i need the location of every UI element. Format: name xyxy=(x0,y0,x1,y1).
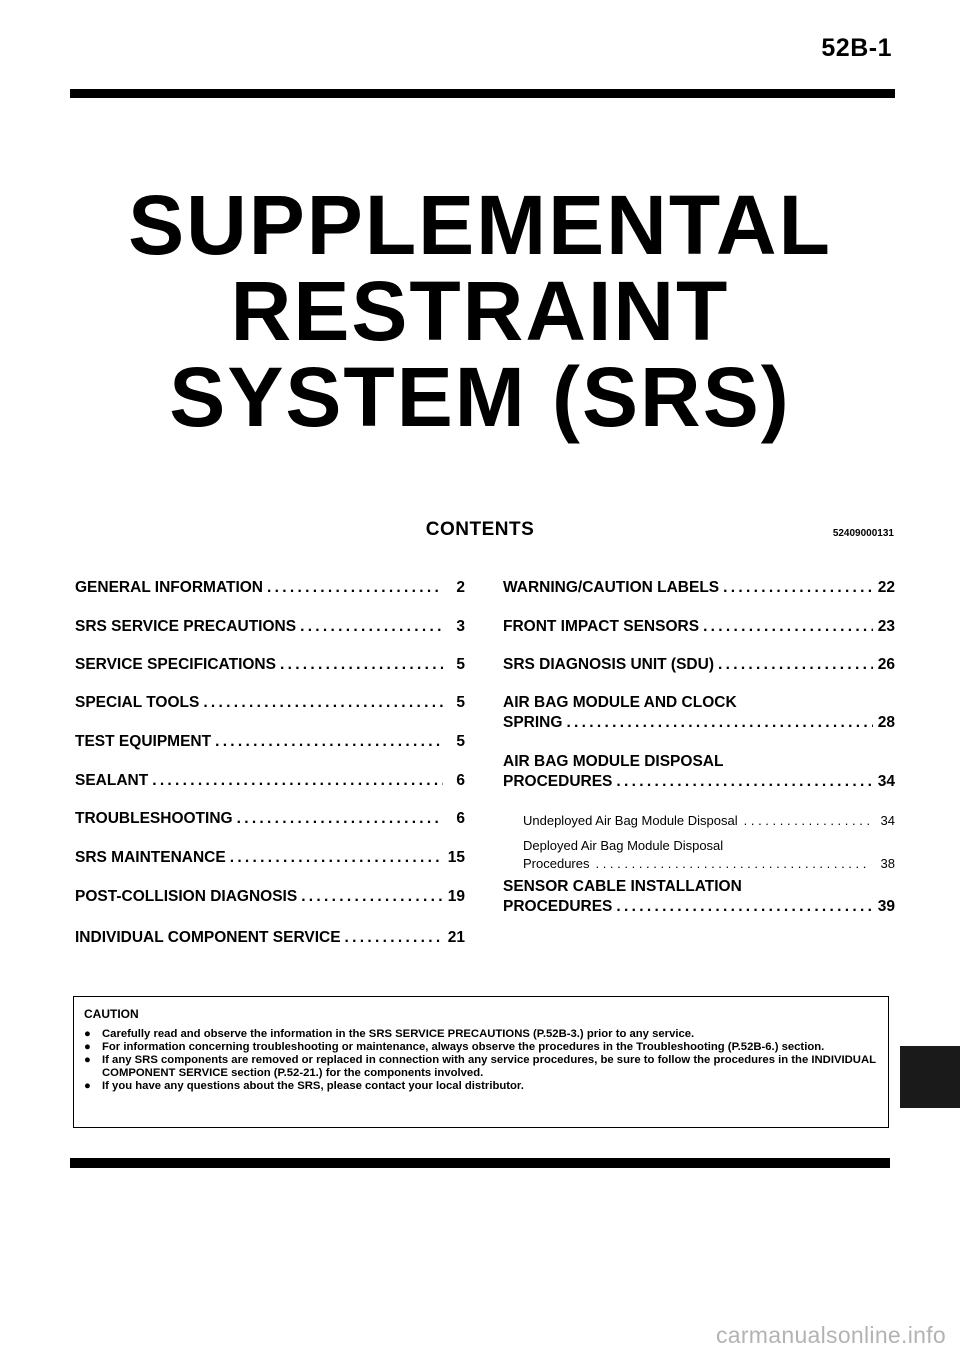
caution-text: If you have any questions about the SRS, please contact your local distributor. xyxy=(102,1080,524,1092)
toc-page: 3 xyxy=(456,618,465,635)
toc-page: 5 xyxy=(456,694,465,711)
toc-entry[interactable] xyxy=(503,898,895,916)
caution-title: CAUTION xyxy=(84,1007,139,1021)
leader-dots xyxy=(616,773,873,791)
document-title xyxy=(0,178,960,444)
toc-label: SRS MAINTENANCE xyxy=(75,849,226,866)
toc-entry[interactable] xyxy=(75,618,465,636)
toc-page: 19 xyxy=(447,888,465,905)
toc-page: 26 xyxy=(877,656,895,673)
toc-entry[interactable] xyxy=(503,714,895,732)
toc-subentry-line1: Deployed Air Bag Module Disposal xyxy=(523,838,724,853)
toc-label: SPRING xyxy=(503,714,563,731)
caution-text: If any SRS components are removed or replaced in connection with any service procedures, be sure to follow the procedures in the INDIVIDUAL COMPONENT SERVICE section (P.52-21.) for the components involved. xyxy=(102,1054,876,1079)
toc-entry[interactable] xyxy=(503,656,895,674)
bottom-rule xyxy=(70,1158,890,1168)
bullet-icon: ● xyxy=(84,1054,91,1066)
caution-item xyxy=(84,1028,880,1041)
toc-sub-label: Procedures xyxy=(523,856,590,871)
caution-text: For information concerning troubleshooting or maintenance, always observe the procedures in the Troubleshooting (P.52B-6.) section. xyxy=(102,1041,825,1053)
leader-dots xyxy=(718,656,873,674)
toc-entry[interactable] xyxy=(75,810,465,828)
bullet-icon: ● xyxy=(84,1028,91,1040)
caution-text: Carefully read and observe the information in the SRS SERVICE PRECAUTIONS (P.52B-3.) prior to any service. xyxy=(102,1028,695,1040)
toc-page: 34 xyxy=(877,773,895,790)
toc-label: SRS DIAGNOSIS UNIT (SDU) xyxy=(503,656,714,673)
leader-dots xyxy=(230,849,443,867)
leader-dots xyxy=(280,656,443,674)
leader-dots xyxy=(301,888,443,906)
toc-label: TROUBLESHOOTING xyxy=(75,810,233,827)
toc-label: SPECIAL TOOLS xyxy=(75,694,200,711)
toc-label: INDIVIDUAL COMPONENT SERVICE xyxy=(75,929,341,946)
leader-dots xyxy=(300,618,443,636)
toc-label: WARNING/CAUTION LABELS xyxy=(503,579,720,596)
caution-item xyxy=(84,1080,880,1093)
leader-dots xyxy=(203,694,443,712)
title-line-2: RESTRAINT xyxy=(230,264,730,358)
toc-page: 5 xyxy=(456,733,465,750)
toc-label: PROCEDURES xyxy=(503,773,613,790)
leader-dots xyxy=(744,813,871,828)
toc-entry[interactable] xyxy=(75,733,465,751)
leader-dots xyxy=(345,929,443,947)
caution-box xyxy=(73,996,889,1128)
bullet-icon: ● xyxy=(84,1080,91,1092)
title-line-1: SUPPLEMENTAL xyxy=(128,178,832,272)
toc-entry-line1: AIR BAG MODULE AND CLOCK xyxy=(503,694,737,711)
leader-dots xyxy=(267,579,443,597)
leader-dots xyxy=(703,618,873,636)
leader-dots xyxy=(595,856,871,871)
toc-entry[interactable] xyxy=(75,656,465,674)
toc-label: SRS SERVICE PRECAUTIONS xyxy=(75,618,297,635)
toc-entry-line1: AIR BAG MODULE DISPOSAL xyxy=(503,753,724,770)
toc-entry[interactable] xyxy=(75,694,465,712)
toc-label: PROCEDURES xyxy=(503,898,613,915)
toc-label: TEST EQUIPMENT xyxy=(75,733,212,750)
leader-dots xyxy=(566,714,873,732)
toc-entry[interactable] xyxy=(503,579,895,597)
top-rule xyxy=(70,89,895,98)
toc-page: 39 xyxy=(877,898,895,915)
watermark: carmanualsonline.info xyxy=(715,1322,946,1348)
document-code: 52409000131 xyxy=(832,528,894,539)
title-line-3: SYSTEM (SRS) xyxy=(169,350,791,444)
toc-sub-page: 38 xyxy=(880,856,895,871)
toc-page: 15 xyxy=(447,849,465,866)
contents-heading: CONTENTS xyxy=(425,519,535,540)
toc-subentry[interactable] xyxy=(523,813,895,828)
toc-sub-label: Undeployed Air Bag Module Disposal xyxy=(523,813,738,828)
caution-item xyxy=(84,1054,880,1080)
toc-entry[interactable] xyxy=(75,772,465,790)
toc-label: SERVICE SPECIFICATIONS xyxy=(75,656,276,673)
toc-page: 28 xyxy=(877,714,895,731)
leader-dots xyxy=(152,772,443,790)
leader-dots xyxy=(616,898,873,916)
toc-entry[interactable] xyxy=(75,579,465,597)
toc-page: 23 xyxy=(877,618,895,635)
toc-entry[interactable] xyxy=(75,888,465,906)
bullet-icon: ● xyxy=(84,1041,91,1053)
toc-page: 22 xyxy=(877,579,895,596)
leader-dots xyxy=(237,810,443,828)
leader-dots xyxy=(215,733,443,751)
page-number: 52B-1 xyxy=(821,34,892,62)
caution-list xyxy=(84,1028,880,1093)
toc-page: 6 xyxy=(456,810,465,827)
toc-label: POST-COLLISION DIAGNOSIS xyxy=(75,888,298,905)
toc-page: 2 xyxy=(456,579,465,596)
caution-item xyxy=(84,1041,880,1054)
toc-subentry[interactable] xyxy=(523,856,895,871)
toc-page: 21 xyxy=(447,929,465,946)
toc-entry[interactable] xyxy=(503,773,895,791)
toc-label: GENERAL INFORMATION xyxy=(75,579,264,596)
toc-entry[interactable] xyxy=(75,929,465,947)
toc-entry-line1: SENSOR CABLE INSTALLATION xyxy=(503,878,742,895)
toc-label: FRONT IMPACT SENSORS xyxy=(503,618,700,635)
toc-page: 5 xyxy=(456,656,465,673)
toc-entry[interactable] xyxy=(503,618,895,636)
toc-entry[interactable] xyxy=(75,849,465,867)
leader-dots xyxy=(723,579,873,597)
section-tab-marker xyxy=(900,1046,960,1108)
toc-label: SEALANT xyxy=(75,772,149,789)
toc-page: 6 xyxy=(456,772,465,789)
toc-sub-page: 34 xyxy=(880,813,895,828)
